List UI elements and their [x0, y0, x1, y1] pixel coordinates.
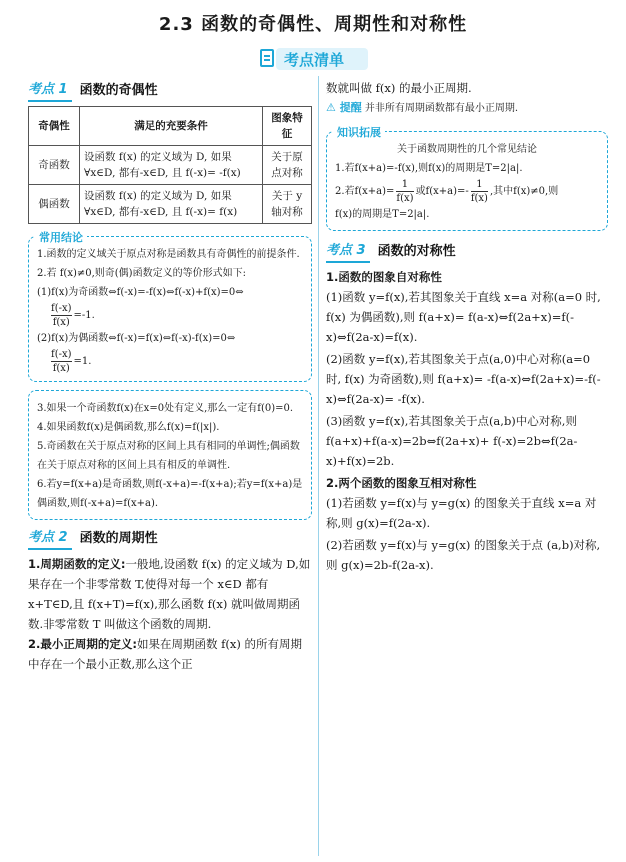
table-header: 奇偶性: [29, 107, 80, 146]
box-heading: 关于函数周期性的几个常见结论: [397, 144, 537, 155]
conclusion-formula: $\frac{f(-x)}{f(x)}$ =-1.: [51, 303, 95, 328]
right-column: [326, 78, 608, 575]
box-title: 常用结论: [35, 228, 87, 247]
conclusions-box-continued: [28, 390, 312, 520]
extension-line: 2.若f(x+a)= $\frac{1}{f(x)}$ 或f(x+a)=- $\frac{1}{f(x)}$ ,其中f(x)≠0,则: [335, 179, 559, 204]
table-header-row: [29, 107, 312, 146]
section-header-parity: [28, 80, 312, 102]
symmetry-item: (1)若函数 y=f(x)与 y=g(x) 的图象关于直线 x=a 对称,则 g(x)=f(2a-x).: [326, 496, 597, 530]
column-divider: [318, 76, 319, 856]
table-cell: 设函数 f(x) 的定义域为 D, 如果 ∀x∈D, 都有-x∈D, 且 f(-x)= f(x): [80, 185, 263, 224]
section-name: 函数的奇偶性: [79, 83, 158, 98]
conclusion-line: 6.若y=f(x+a)是奇函数,则f(-x+a)=-f(x+a);若y=f(x+a)是偶函数,则f(-x+a)=f(x+a).: [37, 479, 303, 509]
parity-table: [28, 106, 312, 224]
banner-label: 考点清单: [284, 51, 345, 69]
conclusion-line: (2)f(x)为偶函数⇔f(-x)=f(x)⇔f(-x)-f(x)=0⇔: [37, 333, 236, 344]
symmetry-item: (2)函数 y=f(x),若其图象关于点(a,0)中心对称(a=0 时, f(x) 为奇函数),则 f(a+x)= -f(a-x)⇔f(2a+x)=-f(-x)⇔f(2a-x)= -f(x).: [326, 352, 601, 406]
section-name: 函数的周期性: [79, 531, 158, 546]
page-title: 2.3 函数的奇偶性、周期性和对称性: [158, 14, 468, 35]
conclusion-formula: $\frac{f(-x)}{f(x)}$ =1.: [51, 349, 92, 374]
conclusion-line: 4.如果函数f(x)是偶函数,那么f(x)=f(|x|).: [37, 422, 220, 433]
conclusion-line: 1.函数的定义域关于原点对称是函数具有奇偶性的前提条件.: [37, 249, 300, 260]
checklist-icon: [260, 49, 274, 67]
section-tag: 考点 1: [28, 80, 72, 102]
conclusion-line: 5.奇函数在关于原点对称的区间上具有相同的单调性;偶函数在关于原点对称的区间上具有相反的单调性.: [37, 441, 300, 471]
section-header-symmetry: [326, 241, 608, 263]
section-name: 函数的对称性: [377, 244, 456, 259]
table-cell: 偶函数: [29, 185, 80, 224]
common-conclusions-box: [28, 231, 312, 382]
section-tag: 考点 2: [28, 528, 72, 550]
continued-text: 数就叫做 f(x) 的最小正周期.: [326, 81, 472, 95]
tip-label: ⚠ 提醒: [326, 101, 362, 114]
fraction: $\frac{f(-x)}{f(x)}$: [51, 303, 72, 328]
section-header-periodicity: [28, 528, 312, 550]
section-banner: [258, 44, 370, 72]
conclusion-line: 2.若 f(x)≠0,则奇(偶)函数定义的等价形式如下:: [37, 268, 246, 279]
tip-text: 并非所有周期函数都有最小正周期.: [364, 103, 519, 114]
tip: [326, 98, 608, 119]
table-cell: 奇函数: [29, 146, 80, 185]
table-row: [29, 185, 312, 224]
section-tag: 考点 3: [326, 241, 370, 263]
left-column: [28, 78, 312, 674]
table-header: 图象特征: [263, 107, 312, 146]
table-row: [29, 146, 312, 185]
box-title: 知识拓展: [333, 123, 385, 142]
fraction: $\frac{f(-x)}{f(x)}$: [51, 349, 72, 374]
symmetry-item: (2)若函数 y=f(x)与 y=g(x) 的图象关于点 (a,b)对称,则 g(x)=2b-f(2a-x).: [326, 538, 601, 572]
min-period-definition: 2.最小正周期的定义:如果在周期函数 f(x) 的所有周期中存在一个最小正数,那么这个正: [28, 637, 302, 671]
extension-line: f(x)的周期是T=2|a|.: [335, 209, 430, 220]
conclusion-line: 3.如果一个奇函数f(x)在x=0处有定义,那么一定有f(0)=0.: [37, 403, 294, 414]
table-cell: 设函数 f(x) 的定义域为 D, 如果 ∀x∈D, 都有-x∈D, 且 f(-x)= -f(x): [80, 146, 263, 185]
subsection-heading: 1.函数的图象自对称性: [326, 270, 442, 284]
extension-line: 1.若f(x+a)=-f(x),则f(x)的周期是T=2|a|.: [335, 163, 523, 174]
fraction: $\frac{1}{f(x)}$: [396, 179, 414, 204]
period-definition: 1.周期函数的定义:一般地,设函数 f(x) 的定义域为 D,如果存在一个非零常数 T,使得对每一个 x∈D 都有 x+T∈D,且 f(x+T)=f(x),那么函数 f(x) 就叫做周期函数.非零常数 T 叫做这个函数的周期.: [28, 557, 311, 631]
symmetry-item: (3)函数 y=f(x),若其图象关于点(a,b)中心对称,则 f(a+x)+f(a-x)=2b⇔f(2a+x)+ f(-x)=2b⇔f(2a-x)+f(x)=2b.: [326, 414, 578, 468]
knowledge-extension-box: [326, 126, 608, 231]
table-header: 满足的充要条件: [80, 107, 263, 146]
fraction: $\frac{1}{f(x)}$: [470, 179, 488, 204]
table-cell: 关于 y 轴对称: [263, 185, 312, 224]
subsection-heading: 2.两个函数的图象互相对称性: [326, 476, 477, 490]
table-cell: 关于原点对称: [263, 146, 312, 185]
conclusion-line: (1)f(x)为奇函数⇔f(-x)=-f(x)⇔f(-x)+f(x)=0⇔: [37, 287, 244, 298]
symmetry-item: (1)函数 y=f(x),若其图象关于直线 x=a 对称(a=0 时, f(x) 为偶函数),则 f(a+x)= f(a-x)⇔f(2a+x)=f(-x)⇔f(2a-x)=f(x).: [326, 290, 601, 344]
